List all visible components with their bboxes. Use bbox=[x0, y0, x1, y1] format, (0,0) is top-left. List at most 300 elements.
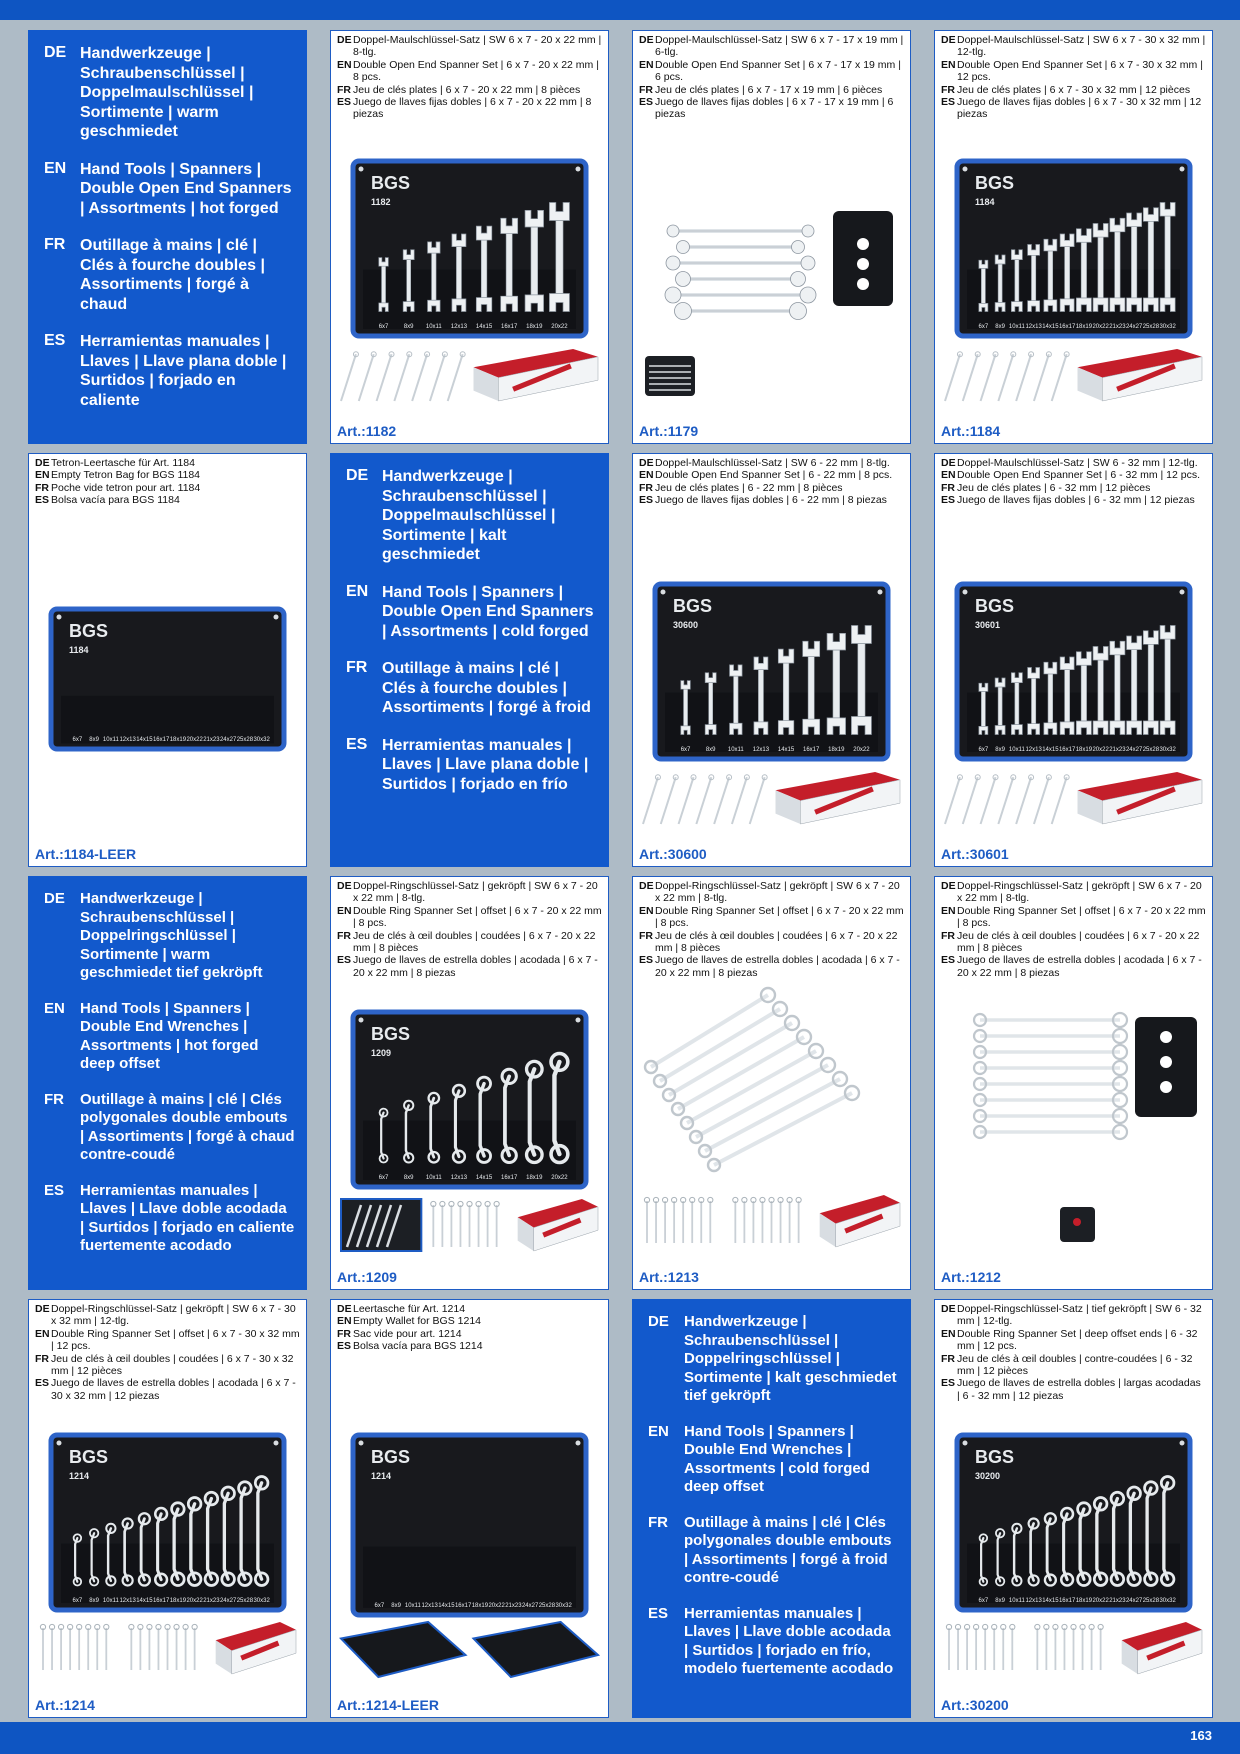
description-line-text: Doppel-Maulschlüssel-Satz | SW 6 - 22 mm | 8-tlg. bbox=[655, 457, 890, 469]
bag-article-label: 1184 bbox=[975, 197, 995, 207]
description-line-text: Sac vide pour art. 1214 bbox=[353, 1327, 462, 1340]
headline-line-text: Herramientas manuales | Llaves | Llave plana doble | Surtidos | forjado en frío bbox=[382, 736, 589, 793]
language-code: ES bbox=[941, 96, 956, 109]
language-code: ES bbox=[941, 954, 956, 967]
language-code: FR bbox=[337, 929, 351, 942]
article-prefix: Art.: bbox=[941, 1697, 970, 1713]
article-code: 1179 bbox=[667, 423, 699, 439]
product-card[interactable] bbox=[28, 1299, 307, 1718]
ring-spanner bbox=[974, 1013, 1127, 1027]
folded-bag-thumb bbox=[341, 1622, 466, 1677]
bag-article-label: 1214 bbox=[371, 1471, 392, 1481]
language-code: DE bbox=[346, 467, 369, 484]
size-label: 24x27 bbox=[1125, 1598, 1143, 1604]
description-line-text: Juego de llaves de estrella dobles | acodada | 6 x 7 - 20 x 22 mm | 8 piezas bbox=[655, 954, 900, 979]
size-label: 6x7 bbox=[374, 1603, 385, 1609]
size-label: 8x9 bbox=[391, 1603, 401, 1609]
packed-holder-thumb bbox=[645, 356, 695, 396]
product-box bbox=[518, 1199, 598, 1251]
category-headline-panel bbox=[28, 876, 307, 1290]
loose-tools-thumb bbox=[945, 352, 1069, 401]
headline-line bbox=[346, 583, 597, 642]
article-code: 30601 bbox=[969, 846, 1009, 862]
size-label: 30x32 bbox=[555, 1603, 572, 1609]
bag-article-label: 1184 bbox=[69, 645, 89, 655]
description-line-text: Tetron-Leertasche für Art. 1184 bbox=[51, 457, 195, 469]
headline-line bbox=[44, 332, 295, 410]
size-label: 10x11 bbox=[727, 747, 744, 753]
size-label: 10x11 bbox=[102, 1598, 119, 1604]
size-label: 8x9 bbox=[705, 747, 716, 753]
tool-set-thumb bbox=[644, 1197, 712, 1243]
headline-line bbox=[44, 236, 295, 314]
product-image bbox=[935, 454, 1212, 866]
product-image bbox=[331, 877, 608, 1289]
bag-article-label: 30600 bbox=[673, 620, 699, 630]
size-label: 20x22 bbox=[853, 747, 870, 753]
description-line-text: Leertasche für Art. 1214 bbox=[353, 1303, 466, 1315]
bag-article-label: 1182 bbox=[371, 197, 391, 207]
ring-spanner bbox=[974, 1045, 1127, 1059]
language-code: DE bbox=[337, 1303, 352, 1315]
article-code: 1213 bbox=[667, 1269, 699, 1285]
tool-set-thumb bbox=[431, 1201, 499, 1247]
size-label: 18x19 bbox=[471, 1603, 489, 1609]
article-code: 1209 bbox=[365, 1269, 397, 1285]
size-label: 16x17 bbox=[501, 324, 518, 330]
language-code: DE bbox=[44, 890, 65, 907]
size-label: 20x22 bbox=[551, 1175, 568, 1181]
article-number bbox=[941, 1269, 1001, 1285]
size-label: 18x19 bbox=[1075, 747, 1093, 753]
description-line-text: Jeu de clés plates | 6 x 7 - 17 x 19 mm | 6 pièces bbox=[655, 83, 883, 96]
size-label: 20x22 bbox=[1092, 1598, 1109, 1604]
size-label: 24x27 bbox=[1125, 324, 1143, 330]
tool-set-thumb bbox=[733, 1197, 801, 1243]
headline-line bbox=[44, 1182, 295, 1256]
ring-spanner bbox=[974, 1077, 1127, 1091]
product-image bbox=[633, 877, 910, 1289]
brand-logo: BGS bbox=[371, 1447, 411, 1467]
size-label: 6x7 bbox=[378, 1175, 389, 1181]
article-prefix: Art.: bbox=[941, 846, 970, 862]
language-code: ES bbox=[941, 494, 956, 507]
brand-logo: BGS bbox=[69, 1447, 109, 1467]
language-code: EN bbox=[337, 58, 352, 71]
top-bar bbox=[0, 0, 1240, 20]
description-line-text: Doppel-Maulschlüssel-Satz | SW 6 x 7 - 30 x 32 mm | 12-tlg. bbox=[957, 34, 1206, 59]
product-card[interactable] bbox=[330, 876, 609, 1290]
language-code: EN bbox=[941, 58, 956, 71]
size-label: 24x27 bbox=[219, 737, 237, 743]
headline-line bbox=[648, 1605, 899, 1679]
headline-line bbox=[346, 659, 597, 718]
size-label: 6x7 bbox=[378, 324, 389, 330]
category-headline-panel bbox=[28, 30, 307, 444]
description-line-text: Jeu de clés à œil doubles | coudées | 6 x 7 - 30 x 32 mm | 12 pièces bbox=[51, 1352, 294, 1378]
language-code: ES bbox=[44, 332, 66, 349]
language-code: ES bbox=[639, 494, 654, 507]
description-line-text: Jeu de clés à œil doubles | coudées | 6 x 7 - 20 x 22 mm | 8 pièces bbox=[353, 929, 596, 955]
article-code: 1184-LEER bbox=[63, 846, 137, 862]
article-number bbox=[337, 1697, 439, 1713]
article-number bbox=[639, 423, 698, 439]
headline-line bbox=[346, 736, 597, 795]
article-code: 30200 bbox=[969, 1697, 1009, 1713]
description-line-text: Jeu de clés plates | 6 - 32 mm | 12 pièces bbox=[957, 481, 1151, 494]
language-code: EN bbox=[648, 1422, 669, 1440]
description-line-text: Double Ring Spanner Set | offset | 6 x 7 - 20 x 22 mm | 8 pcs. bbox=[353, 904, 602, 930]
article-prefix: Art.: bbox=[337, 1269, 366, 1285]
description-line-text: Juego de llaves fijas dobles | 6 x 7 - 17 x 19 mm | 6 piezas bbox=[655, 96, 894, 121]
size-label: 10x11 bbox=[425, 324, 442, 330]
product-box bbox=[1078, 349, 1203, 401]
headline-line-text: Outillage à mains | clé | Clés à fourche doubles | Assortiments | forgé à froid bbox=[382, 660, 591, 716]
brand-logo: BGS bbox=[975, 1447, 1015, 1467]
size-label: 8x9 bbox=[403, 1175, 414, 1181]
spanner bbox=[675, 303, 807, 320]
bag-article-label: 30601 bbox=[975, 620, 1001, 630]
article-code: 1214 bbox=[63, 1697, 95, 1713]
tool-roll-bag bbox=[51, 609, 284, 749]
headline-line-text: Hand Tools | Spanners | Double Open End Spanners | Assortments | cold forged bbox=[382, 583, 594, 640]
headline-line-text: Hand Tools | Spanners | Double End Wrenches | Assortments | cold forged deep offset bbox=[684, 1422, 870, 1495]
size-label: 14x15 bbox=[475, 324, 493, 330]
size-label: 8x9 bbox=[403, 324, 414, 330]
size-label: 30x32 bbox=[253, 737, 270, 743]
language-code: ES bbox=[639, 954, 654, 967]
product-card[interactable] bbox=[632, 876, 911, 1290]
product-box bbox=[474, 349, 599, 401]
language-code: FR bbox=[941, 1352, 955, 1365]
product-image bbox=[331, 31, 608, 443]
page-number: 163 bbox=[1190, 1728, 1212, 1743]
size-label: 10x11 bbox=[1008, 747, 1025, 753]
article-prefix: Art.: bbox=[639, 846, 668, 862]
article-code: 1182 bbox=[365, 423, 397, 439]
description-line-text: Doppel-Ringschlüssel-Satz | gekröpft | SW 6 x 7 - 20 x 22 mm | 8-tlg. bbox=[655, 880, 900, 905]
headline-line-text: Herramientas manuales | Llaves | Llave doble acodada | Surtidos | forjado en frío, modelo fuertemente acodado bbox=[684, 1604, 894, 1677]
language-code: ES bbox=[44, 1181, 65, 1199]
language-code: ES bbox=[941, 1377, 956, 1390]
language-code: DE bbox=[44, 44, 67, 61]
language-code: FR bbox=[941, 481, 955, 494]
headline-text bbox=[346, 467, 597, 812]
description-line-text: Doppel-Maulschlüssel-Satz | SW 6 x 7 - 17 x 19 mm | 6-tlg. bbox=[655, 34, 904, 59]
description-line-text: Doppel-Maulschlüssel-Satz | SW 6 x 7 - 20 x 22 mm | 8-tlg. bbox=[353, 34, 602, 59]
headline-line bbox=[44, 1091, 295, 1165]
product-image bbox=[29, 454, 306, 866]
description-line-text: Juego de llaves de estrella dobles | acodada | 6 x 7 - 20 x 22 mm | 8 piezas bbox=[353, 954, 598, 979]
size-label: 20x22 bbox=[1092, 324, 1109, 330]
size-label: 14x15 bbox=[136, 1598, 153, 1604]
description-line-text: Double Ring Spanner Set | offset | 6 x 7 - 20 x 22 mm | 8 pcs. bbox=[957, 904, 1206, 930]
language-code: ES bbox=[346, 735, 368, 753]
size-label: 12x13 bbox=[450, 324, 468, 330]
article-number bbox=[639, 1269, 699, 1285]
headline-text bbox=[44, 44, 295, 428]
description-line-text: Double Ring Spanner Set | offset | 6 x 7 - 20 x 22 mm | 8 pcs. bbox=[655, 904, 904, 930]
language-code: DE bbox=[337, 880, 352, 892]
headline-line-text: Herramientas manuales | Llaves | Llave plana doble | Surtidos | forjado en caliente bbox=[80, 333, 287, 409]
language-code: FR bbox=[639, 481, 653, 494]
language-code: DE bbox=[35, 1303, 50, 1315]
ring-spanner bbox=[974, 1125, 1127, 1139]
language-code: EN bbox=[346, 582, 369, 600]
language-code: DE bbox=[639, 880, 654, 892]
product-box bbox=[1078, 772, 1203, 824]
language-code: DE bbox=[941, 880, 956, 892]
headline-line-text: Hand Tools | Spanners | Double Open End Spanners | Assortments | hot forged bbox=[80, 160, 292, 217]
article-code: 30600 bbox=[667, 846, 707, 862]
product-card[interactable] bbox=[934, 30, 1213, 444]
size-label: 14x15 bbox=[136, 737, 153, 743]
packed-holder-thumb bbox=[1060, 1207, 1095, 1242]
size-label: 14x15 bbox=[777, 747, 795, 753]
article-code: 1214-LEER bbox=[365, 1697, 439, 1713]
product-card[interactable] bbox=[330, 30, 609, 444]
article-number bbox=[639, 846, 707, 862]
article-prefix: Art.: bbox=[337, 1697, 366, 1713]
description-line-text: Empty Tetron Bag for BGS 1184 bbox=[51, 469, 201, 482]
tool-set-thumb bbox=[129, 1624, 197, 1670]
article-number bbox=[941, 846, 1009, 862]
product-card[interactable] bbox=[934, 453, 1213, 867]
description-line-text: Juego de llaves fijas dobles | 6 x 7 - 20 x 22 mm | 8 piezas bbox=[353, 96, 592, 121]
size-label: 16x17 bbox=[152, 737, 170, 743]
language-code: FR bbox=[648, 1513, 668, 1531]
spanner bbox=[665, 287, 816, 303]
size-label: 6x7 bbox=[680, 747, 691, 753]
language-code: DE bbox=[639, 457, 654, 469]
wall-holder bbox=[833, 211, 893, 306]
article-number bbox=[337, 1269, 397, 1285]
product-card[interactable] bbox=[632, 30, 911, 444]
language-code: DE bbox=[941, 1303, 956, 1315]
category-headline-panel bbox=[330, 453, 609, 867]
product-card[interactable] bbox=[934, 876, 1213, 1290]
ring-spanner bbox=[974, 1109, 1127, 1123]
size-label: 10x11 bbox=[102, 737, 119, 743]
description-line-text: Empty Wallet for BGS 1214 bbox=[353, 1315, 481, 1328]
size-label: 16x17 bbox=[1058, 324, 1076, 330]
product-box bbox=[776, 772, 901, 824]
loose-tools-thumb bbox=[643, 775, 767, 824]
size-label: 14x15 bbox=[1042, 324, 1059, 330]
language-code: DE bbox=[941, 34, 956, 46]
bag-article-label: 1209 bbox=[371, 1048, 392, 1058]
bottom-bar bbox=[0, 1722, 1240, 1754]
size-label: 14x15 bbox=[475, 1175, 493, 1181]
product-image bbox=[633, 454, 910, 866]
headline-line-text: Handwerkzeuge | Schraubenschlüssel | Doppelmaulschlüssel | Sortimente | kalt geschmiedet bbox=[382, 468, 556, 563]
bag-article-label: 30200 bbox=[975, 1471, 1001, 1481]
size-label: 16x17 bbox=[1058, 747, 1076, 753]
brand-logo: BGS bbox=[975, 596, 1015, 616]
size-label: 21x23 bbox=[203, 737, 220, 743]
article-number bbox=[35, 1697, 95, 1713]
headline-text bbox=[44, 890, 295, 1273]
size-label: 10x11 bbox=[425, 1175, 442, 1181]
article-prefix: Art.: bbox=[35, 1697, 64, 1713]
brand-logo: BGS bbox=[371, 1024, 411, 1044]
size-label: 25x28 bbox=[1142, 324, 1160, 330]
size-label: 21x23 bbox=[1109, 324, 1126, 330]
language-code: ES bbox=[337, 96, 352, 109]
ring-spanner bbox=[645, 988, 775, 1073]
description-line-text: Double Ring Spanner Set | deep offset ends | 6 - 32 mm | 12 pcs. bbox=[957, 1327, 1198, 1353]
article-code: 1212 bbox=[969, 1269, 1001, 1285]
size-label: 25x28 bbox=[1142, 747, 1160, 753]
size-label: 25x28 bbox=[538, 1603, 556, 1609]
product-card[interactable] bbox=[330, 1299, 609, 1718]
size-label: 16x17 bbox=[454, 1603, 472, 1609]
size-label: 14x15 bbox=[438, 1603, 455, 1609]
size-label: 18x19 bbox=[169, 737, 187, 743]
size-label: 10x11 bbox=[404, 1603, 421, 1609]
size-label: 25x28 bbox=[1142, 1598, 1160, 1604]
size-label: 6x7 bbox=[72, 1598, 83, 1604]
size-label: 12x13 bbox=[752, 747, 770, 753]
size-label: 14x15 bbox=[1042, 747, 1059, 753]
article-prefix: Art.: bbox=[639, 423, 668, 439]
description-line-text: Bolsa vacía para BGS 1214 bbox=[353, 1340, 483, 1353]
description-line-text: Double Open End Spanner Set | 6 x 7 - 30 x 32 mm | 12 pcs. bbox=[957, 58, 1203, 84]
size-label: 16x17 bbox=[501, 1175, 518, 1181]
size-label: 6x7 bbox=[978, 1598, 989, 1604]
language-code: EN bbox=[44, 159, 67, 177]
language-code: EN bbox=[941, 469, 956, 482]
description-line-text: Doppel-Ringschlüssel-Satz | tief gekröpft | SW 6 - 32 mm | 12-tlg. bbox=[957, 1303, 1202, 1328]
size-label: 16x17 bbox=[1058, 1598, 1076, 1604]
headline-line bbox=[346, 467, 597, 565]
description-line-text: Juego de llaves fijas dobles | 6 x 7 - 30 x 32 mm | 12 piezas bbox=[957, 96, 1202, 121]
headline-line-text: Handwerkzeuge | Schraubenschlüssel | Doppelmaulschlüssel | Sortimente | warm geschmiedet bbox=[80, 45, 254, 140]
size-label: 8x9 bbox=[995, 324, 1005, 330]
language-code: EN bbox=[337, 904, 352, 917]
size-label: 30x32 bbox=[1159, 324, 1176, 330]
size-label: 14x15 bbox=[1042, 1598, 1059, 1604]
description-line-text: Doppel-Maulschlüssel-Satz | SW 6 - 32 mm | 12-tlg. bbox=[957, 457, 1198, 469]
language-code: DE bbox=[337, 34, 352, 46]
language-code: DE bbox=[941, 457, 956, 469]
product-card[interactable] bbox=[632, 453, 911, 867]
language-code: FR bbox=[44, 1090, 64, 1108]
article-prefix: Art.: bbox=[639, 1269, 668, 1285]
headline-line-text: Outillage à mains | clé | Clés polygonales double embouts | Assortiments | forgé à chaud contre-coudé bbox=[80, 1090, 295, 1163]
bag-article-label: 1214 bbox=[69, 1471, 90, 1481]
product-box bbox=[820, 1195, 900, 1247]
catalog-grid bbox=[28, 30, 1213, 1718]
headline-line-text: Handwerkzeuge | Schraubenschlüssel | Doppelringschlüssel | Sortimente | warm geschmiedet tief gekröpft bbox=[80, 890, 263, 981]
tool-roll-bag bbox=[353, 1435, 586, 1615]
product-card[interactable] bbox=[934, 1299, 1213, 1718]
size-label: 20x22 bbox=[488, 1603, 505, 1609]
brand-logo: BGS bbox=[673, 596, 713, 616]
tool-set-thumb bbox=[40, 1624, 108, 1670]
spanner bbox=[667, 225, 814, 237]
article-prefix: Art.: bbox=[337, 423, 366, 439]
category-headline-panel bbox=[632, 1299, 911, 1718]
description-line-text: Doppel-Ringschlüssel-Satz | gekröpft | SW 6 x 7 - 20 x 22 mm | 8-tlg. bbox=[957, 880, 1202, 905]
language-code: ES bbox=[35, 494, 50, 507]
description-line-text: Juego de llaves fijas dobles | 6 - 22 mm | 8 piezas bbox=[655, 494, 887, 507]
size-label: 18x19 bbox=[1075, 324, 1093, 330]
headline-line bbox=[44, 890, 295, 983]
product-card[interactable] bbox=[28, 453, 307, 867]
language-code: FR bbox=[639, 929, 653, 942]
product-image bbox=[633, 31, 910, 443]
product-image bbox=[331, 1300, 608, 1717]
spanner bbox=[666, 256, 815, 270]
ring-spanner bbox=[663, 1016, 799, 1101]
language-code: EN bbox=[337, 1315, 352, 1328]
size-label: 16x17 bbox=[803, 747, 820, 753]
size-label: 20x22 bbox=[551, 324, 568, 330]
language-code: ES bbox=[639, 96, 654, 109]
size-label: 12x13 bbox=[1025, 324, 1042, 330]
size-label: 30x32 bbox=[1159, 1598, 1176, 1604]
language-code: EN bbox=[639, 58, 654, 71]
description-line-text: Poche vide tetron pour art. 1184 bbox=[51, 481, 201, 494]
language-code: ES bbox=[648, 1604, 669, 1622]
headline-line-text: Hand Tools | Spanners | Double End Wrenches | Assortments | hot forged deep offset bbox=[80, 999, 259, 1072]
size-label: 12x13 bbox=[450, 1175, 468, 1181]
language-code: FR bbox=[639, 83, 653, 96]
size-label: 24x27 bbox=[521, 1603, 539, 1609]
spanner bbox=[677, 241, 805, 254]
folded-bag-thumb bbox=[474, 1622, 599, 1677]
language-code: EN bbox=[639, 904, 654, 917]
ring-spanner bbox=[974, 1029, 1127, 1043]
wall-holder bbox=[1135, 1017, 1197, 1117]
headline-line-text: Herramientas manuales | Llaves | Llave doble acodada | Surtidos | forjado en caliente fuertemente acodado bbox=[80, 1181, 295, 1254]
description-line-text: Double Open End Spanner Set | 6 x 7 - 20 x 22 mm | 8 pcs. bbox=[353, 58, 599, 84]
article-number bbox=[35, 846, 136, 862]
detail-photo-thumb bbox=[341, 1199, 421, 1251]
description-line-text: Doppel-Ringschlüssel-Satz | gekröpft | SW 6 x 7 - 20 x 22 mm | 8-tlg. bbox=[353, 880, 598, 905]
size-label: 18x19 bbox=[169, 1598, 187, 1604]
headline-line-text: Handwerkzeuge | Schraubenschlüssel | Doppelringschlüssel | Sortimente | kalt geschmiedet tief gekröpft bbox=[684, 1313, 897, 1404]
description-line-text: Double Open End Spanner Set | 6 - 32 mm | 12 pcs. bbox=[957, 469, 1201, 482]
description-line-text: Juego de llaves de estrella dobles | acodada | 6 x 7 - 20 x 22 mm | 8 piezas bbox=[957, 954, 1202, 979]
size-label: 8x9 bbox=[995, 1598, 1005, 1604]
size-label: 21x23 bbox=[203, 1598, 220, 1604]
article-number bbox=[941, 1697, 1009, 1713]
description-line-text: Jeu de clés à œil doubles | contre-coudées | 6 - 32 mm | 12 pièces bbox=[957, 1352, 1193, 1378]
language-code: EN bbox=[639, 469, 654, 482]
language-code: FR bbox=[35, 1352, 49, 1365]
size-label: 18x19 bbox=[526, 1175, 543, 1181]
size-label: 12x13 bbox=[119, 1598, 136, 1604]
size-label: 6x7 bbox=[72, 737, 83, 743]
language-code: ES bbox=[35, 1377, 50, 1390]
product-image bbox=[935, 877, 1212, 1289]
size-label: 21x23 bbox=[505, 1603, 522, 1609]
size-label: 18x19 bbox=[526, 324, 543, 330]
size-label: 18x19 bbox=[828, 747, 845, 753]
description-line-text: Jeu de clés à œil doubles | coudées | 6 x 7 - 20 x 22 mm | 8 pièces bbox=[655, 929, 898, 955]
description-line-text: Juego de llaves fijas dobles | 6 - 32 mm | 12 piezas bbox=[957, 494, 1195, 507]
brand-logo: BGS bbox=[975, 173, 1015, 193]
language-code: EN bbox=[941, 1327, 956, 1340]
ring-spanner bbox=[974, 1061, 1127, 1075]
article-prefix: Art.: bbox=[941, 1269, 970, 1285]
headline-line bbox=[648, 1514, 899, 1588]
description-line-text: Double Open End Spanner Set | 6 - 22 mm | 8 pcs. bbox=[655, 469, 893, 482]
size-label: 6x7 bbox=[978, 747, 989, 753]
headline-text bbox=[648, 1313, 899, 1696]
